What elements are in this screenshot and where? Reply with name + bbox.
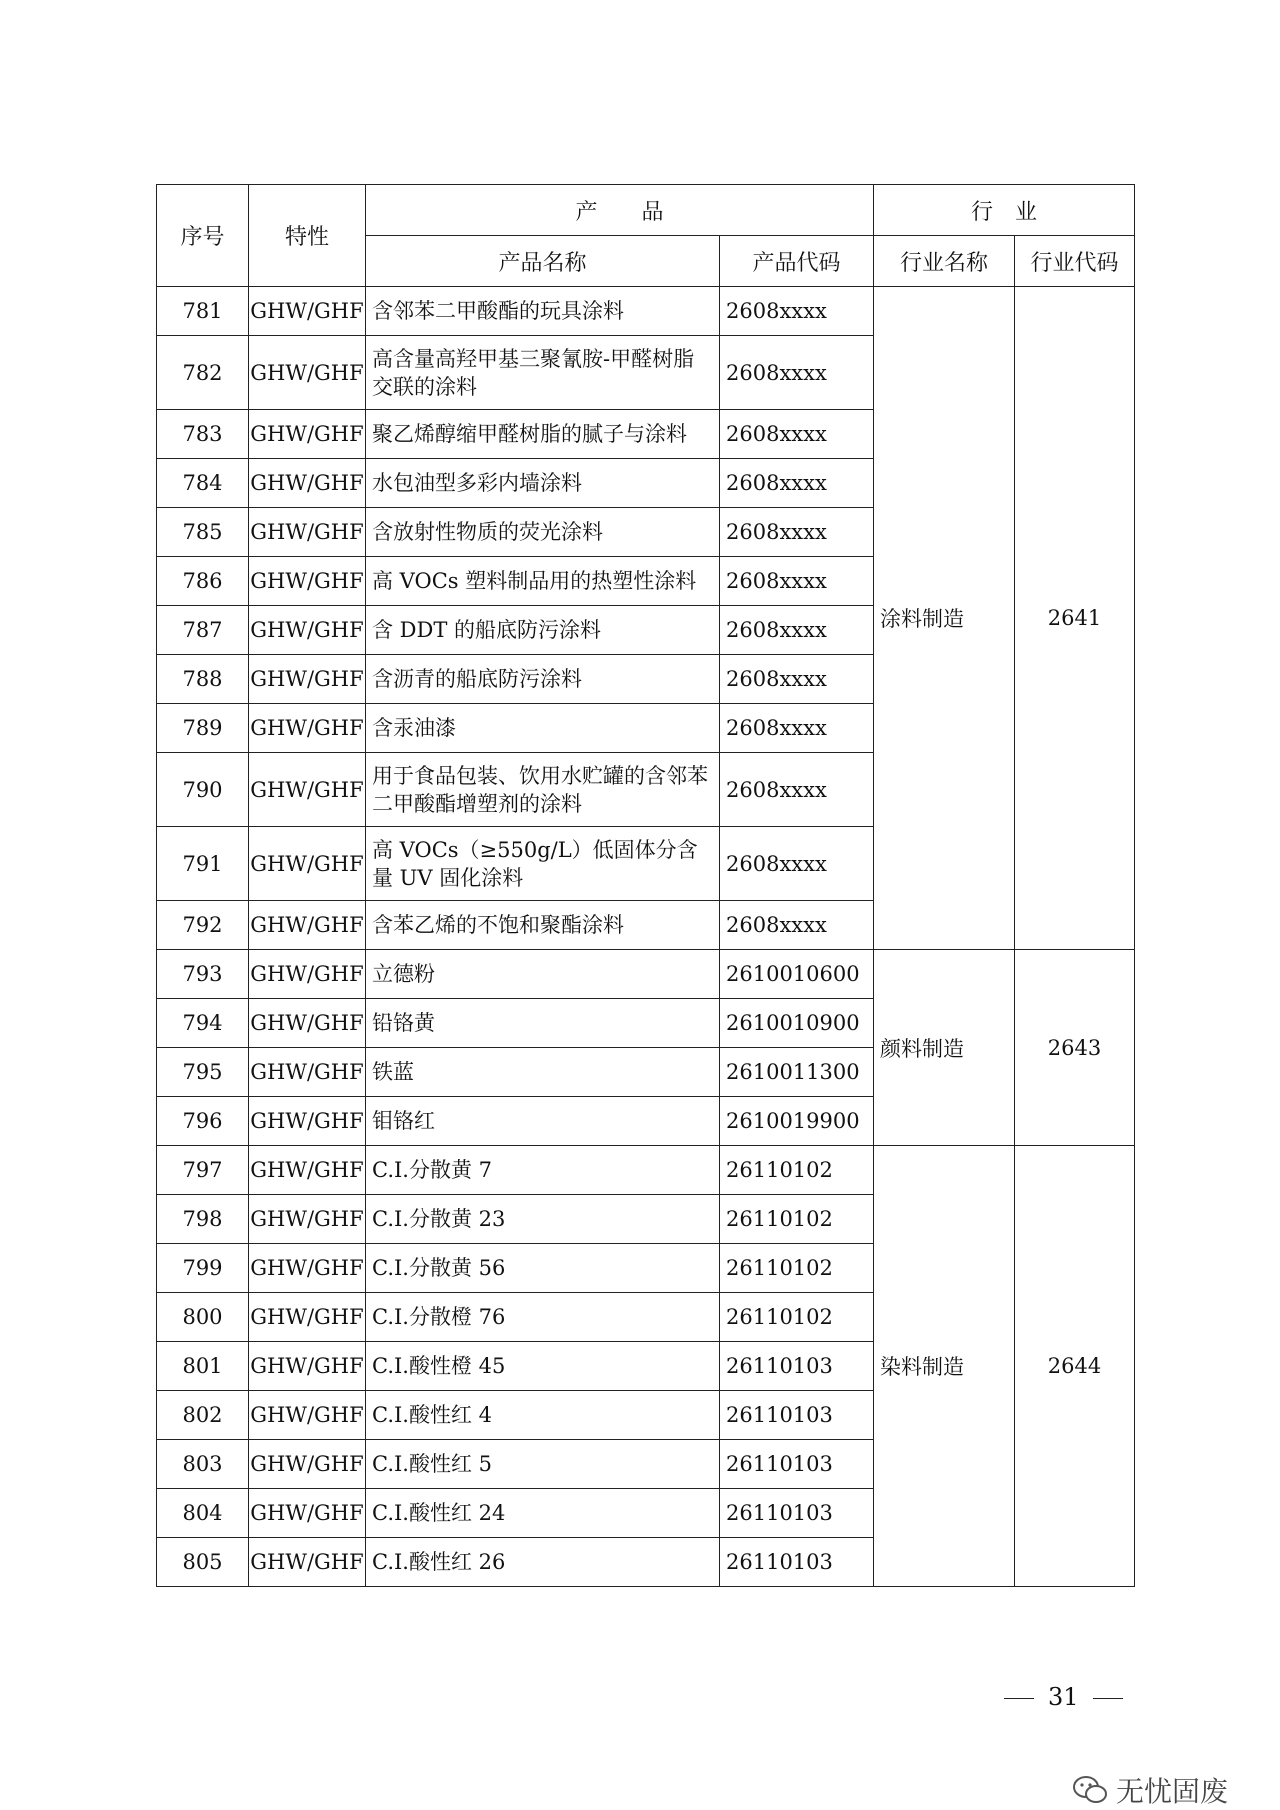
- cell-attr: GHW/GHF: [249, 459, 366, 508]
- cell-attr: GHW/GHF: [249, 1048, 366, 1097]
- cell-seq: 805: [157, 1538, 249, 1587]
- cell-product-code: 26110102: [720, 1244, 874, 1293]
- cell-product-name: 钼铬红: [366, 1097, 720, 1146]
- cell-product-code: 2608xxxx: [720, 336, 874, 410]
- dash-right: [1093, 1698, 1123, 1700]
- cell-industry-name: 颜料制造: [874, 950, 1015, 1146]
- cell-seq: 784: [157, 459, 249, 508]
- header-industry: 行 业: [874, 185, 1135, 236]
- cell-attr: GHW/GHF: [249, 950, 366, 999]
- cell-industry-code: 2644: [1015, 1146, 1135, 1587]
- cell-seq: 782: [157, 336, 249, 410]
- cell-product-code: 26110103: [720, 1391, 874, 1440]
- cell-attr: GHW/GHF: [249, 1097, 366, 1146]
- cell-seq: 802: [157, 1391, 249, 1440]
- cell-product-code: 2610011300: [720, 1048, 874, 1097]
- cell-seq: 797: [157, 1146, 249, 1195]
- cell-attr: GHW/GHF: [249, 410, 366, 459]
- cell-seq: 800: [157, 1293, 249, 1342]
- cell-seq: 781: [157, 287, 249, 336]
- header-seq: 序号: [157, 185, 249, 287]
- cell-product-code: 2608xxxx: [720, 410, 874, 459]
- cell-product-name: 铅铬黄: [366, 999, 720, 1048]
- cell-attr: GHW/GHF: [249, 1342, 366, 1391]
- cell-product-name: 高含量高羟甲基三聚氰胺-甲醛树脂交联的涂料: [366, 336, 720, 410]
- cell-seq: 796: [157, 1097, 249, 1146]
- cell-product-name: 用于食品包装、饮用水贮罐的含邻苯二甲酸酯增塑剂的涂料: [366, 753, 720, 827]
- table-body: [157, 287, 1135, 1587]
- cell-seq: 795: [157, 1048, 249, 1097]
- cell-product-code: 26110102: [720, 1195, 874, 1244]
- cell-seq: 792: [157, 901, 249, 950]
- cell-product-code: 2608xxxx: [720, 508, 874, 557]
- cell-seq: 790: [157, 753, 249, 827]
- cell-seq: 794: [157, 999, 249, 1048]
- cell-product-name: 高 VOCs（≥550g/L）低固体分含量 UV 固化涂料: [366, 827, 720, 901]
- cell-product-code: 26110102: [720, 1293, 874, 1342]
- cell-seq: 785: [157, 508, 249, 557]
- cell-seq: 801: [157, 1342, 249, 1391]
- cell-product-name: 水包油型多彩内墙涂料: [366, 459, 720, 508]
- cell-product-code: 26110103: [720, 1342, 874, 1391]
- cell-attr: GHW/GHF: [249, 508, 366, 557]
- cell-industry-code: 2643: [1015, 950, 1135, 1146]
- header-attr: 特性: [249, 185, 366, 287]
- wechat-icon: [1072, 1775, 1108, 1805]
- cell-attr: GHW/GHF: [249, 336, 366, 410]
- cell-product-name: C.I.分散橙 76: [366, 1293, 720, 1342]
- page-number-value: 31: [1048, 1683, 1079, 1711]
- cell-product-name: 含邻苯二甲酸酯的玩具涂料: [366, 287, 720, 336]
- watermark-text: 无忧固废: [1116, 1775, 1229, 1808]
- cell-attr: GHW/GHF: [249, 1293, 366, 1342]
- page-number: [990, 1683, 1137, 1711]
- cell-product-code: 2608xxxx: [720, 827, 874, 901]
- cell-seq: 803: [157, 1440, 249, 1489]
- cell-seq: 786: [157, 557, 249, 606]
- cell-product-code: 2608xxxx: [720, 901, 874, 950]
- header-industry-code: 行业代码: [1015, 236, 1135, 287]
- cell-seq: 804: [157, 1489, 249, 1538]
- header-product: 产 品: [366, 185, 874, 236]
- cell-product-code: 2610010600: [720, 950, 874, 999]
- table-row: [157, 287, 1135, 336]
- cell-attr: GHW/GHF: [249, 1244, 366, 1293]
- cell-product-code: 2608xxxx: [720, 753, 874, 827]
- cell-product-name: 立德粉: [366, 950, 720, 999]
- cell-attr: GHW/GHF: [249, 827, 366, 901]
- cell-product-code: 2608xxxx: [720, 606, 874, 655]
- cell-seq: 789: [157, 704, 249, 753]
- cell-seq: 798: [157, 1195, 249, 1244]
- cell-product-name: C.I.酸性红 5: [366, 1440, 720, 1489]
- cell-product-name: 含苯乙烯的不饱和聚酯涂料: [366, 901, 720, 950]
- cell-product-code: 26110102: [720, 1146, 874, 1195]
- cell-product-name: 含 DDT 的船底防污涂料: [366, 606, 720, 655]
- dash-left: [1004, 1698, 1034, 1700]
- cell-product-code: 2610010900: [720, 999, 874, 1048]
- cell-industry-name: 染料制造: [874, 1146, 1015, 1587]
- cell-seq: 793: [157, 950, 249, 999]
- cell-product-name: C.I.分散黄 56: [366, 1244, 720, 1293]
- cell-attr: GHW/GHF: [249, 557, 366, 606]
- cell-attr: GHW/GHF: [249, 1195, 366, 1244]
- header-industry-name: 行业名称: [874, 236, 1015, 287]
- cell-attr: GHW/GHF: [249, 901, 366, 950]
- cell-product-name: C.I.分散黄 7: [366, 1146, 720, 1195]
- product-table: [156, 184, 1135, 1587]
- header-product-code: 产品代码: [720, 236, 874, 287]
- cell-attr: GHW/GHF: [249, 1146, 366, 1195]
- cell-attr: GHW/GHF: [249, 1538, 366, 1587]
- cell-product-code: 26110103: [720, 1489, 874, 1538]
- cell-seq: 791: [157, 827, 249, 901]
- cell-product-code: 2608xxxx: [720, 655, 874, 704]
- cell-seq: 783: [157, 410, 249, 459]
- cell-attr: GHW/GHF: [249, 287, 366, 336]
- cell-industry-name: 涂料制造: [874, 287, 1015, 950]
- cell-product-code: 26110103: [720, 1440, 874, 1489]
- cell-product-code: 2608xxxx: [720, 287, 874, 336]
- cell-product-name: 铁蓝: [366, 1048, 720, 1097]
- cell-attr: GHW/GHF: [249, 753, 366, 827]
- cell-product-code: 2610019900: [720, 1097, 874, 1146]
- cell-product-name: 含沥青的船底防污涂料: [366, 655, 720, 704]
- cell-product-name: C.I.酸性红 4: [366, 1391, 720, 1440]
- cell-product-name: C.I.酸性红 24: [366, 1489, 720, 1538]
- cell-product-name: C.I.分散黄 23: [366, 1195, 720, 1244]
- cell-product-code: 2608xxxx: [720, 557, 874, 606]
- table-row: [157, 950, 1135, 999]
- cell-attr: GHW/GHF: [249, 1440, 366, 1489]
- cell-product-code: 2608xxxx: [720, 704, 874, 753]
- cell-product-code: 26110103: [720, 1538, 874, 1587]
- cell-product-name: 含汞油漆: [366, 704, 720, 753]
- cell-seq: 799: [157, 1244, 249, 1293]
- cell-product-name: 含放射性物质的荧光涂料: [366, 508, 720, 557]
- cell-product-name: C.I.酸性红 26: [366, 1538, 720, 1587]
- cell-seq: 787: [157, 606, 249, 655]
- cell-attr: GHW/GHF: [249, 704, 366, 753]
- cell-attr: GHW/GHF: [249, 1489, 366, 1538]
- cell-attr: GHW/GHF: [249, 999, 366, 1048]
- cell-attr: GHW/GHF: [249, 655, 366, 704]
- cell-seq: 788: [157, 655, 249, 704]
- watermark: [1072, 1770, 1228, 1810]
- cell-attr: GHW/GHF: [249, 1391, 366, 1440]
- cell-product-code: 2608xxxx: [720, 459, 874, 508]
- cell-industry-code: 2641: [1015, 287, 1135, 950]
- cell-product-name: 聚乙烯醇缩甲醛树脂的腻子与涂料: [366, 410, 720, 459]
- cell-product-name: 高 VOCs 塑料制品用的热塑性涂料: [366, 557, 720, 606]
- cell-attr: GHW/GHF: [249, 606, 366, 655]
- header-product-name: 产品名称: [366, 236, 720, 287]
- cell-product-name: C.I.酸性橙 45: [366, 1342, 720, 1391]
- table-row: [157, 1146, 1135, 1195]
